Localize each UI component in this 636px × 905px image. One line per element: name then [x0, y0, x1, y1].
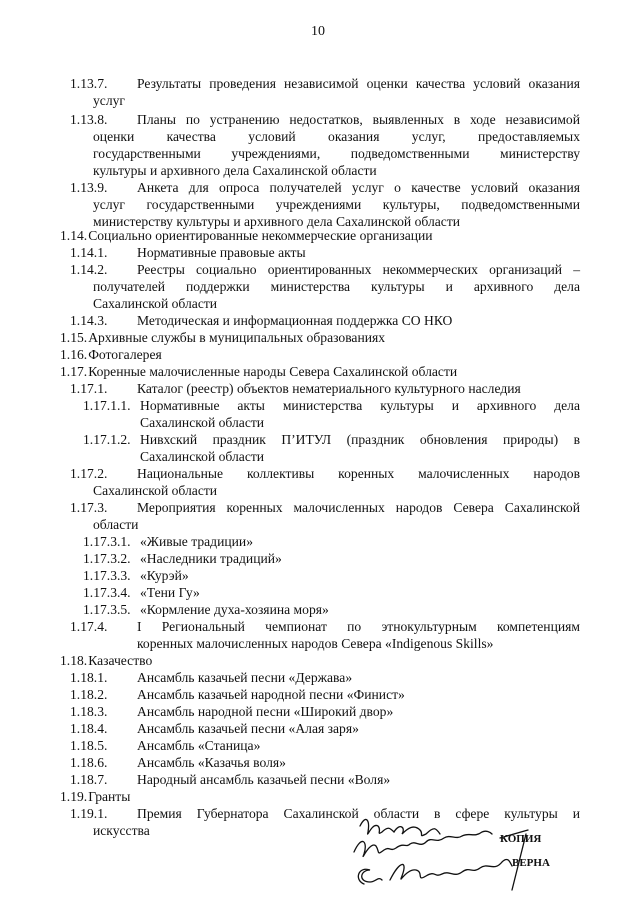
item-text-line: культуры и архивного дела Сахалинской области — [93, 163, 377, 178]
item-text-line: Нормативные акты министерства культуры и архивного дела — [140, 398, 580, 413]
item-text-line: I Региональный чемпионат по этнокультурным компетенциям — [137, 619, 580, 634]
item-text-line: Сахалинской области — [140, 415, 265, 430]
item-text-line: Планы по устранению недостатков, выявленных в ходе независимой — [137, 112, 580, 127]
item-number: 1.18.6. — [70, 755, 108, 770]
item-text-line: искусства — [93, 823, 150, 838]
item-number: 1.13.9. — [70, 180, 108, 195]
stamp-line-2: ВЕРНА — [512, 857, 550, 869]
item-text-line: Ансамбль казачьей народной песни «Финист» — [137, 687, 405, 702]
item-text-line: оценки качества условий оказания услуг, предоставляемых — [93, 129, 580, 144]
item-text-line: Гранты — [88, 789, 131, 804]
item-text-line: Каталог (реестр) объектов нематериального культурного наследия — [137, 381, 521, 396]
page-number: 10 — [311, 24, 325, 39]
item-number: 1.13.7. — [70, 76, 108, 91]
item-number: 1.17.3.4. — [83, 585, 131, 600]
item-number: 1.17.3. — [70, 500, 108, 515]
copy-certification-signature — [350, 808, 590, 900]
item-text-line: Архивные службы в муниципальных образованиях — [88, 330, 386, 345]
item-text-line: области — [93, 517, 139, 532]
item-number: 1.14.3. — [70, 313, 108, 328]
item-text-line: услуг — [93, 93, 125, 108]
item-text-line: Социально ориентированные некоммерческие организации — [88, 228, 433, 243]
item-text-line: Нивхский праздник П’ИТУЛ (праздник обновления природы) в — [140, 432, 580, 447]
item-number: 1.15. — [60, 330, 88, 345]
item-text-line: Коренные малочисленные народы Севера Сахалинской области — [88, 364, 458, 379]
item-text-line: «Курэй» — [140, 568, 189, 583]
item-text-line: «Тени Гу» — [140, 585, 200, 600]
item-text-line: Сахалинской области — [93, 296, 218, 311]
item-number: 1.14.2. — [70, 262, 108, 277]
item-number: 1.17.3.5. — [83, 602, 131, 617]
item-text-line: «Живые традиции» — [140, 534, 253, 549]
item-text-line: Ансамбль «Станица» — [137, 738, 261, 753]
item-text-line: государственными учреждениями, подведомственными министерству — [93, 146, 580, 161]
item-text-line: Фотогалерея — [88, 347, 162, 362]
item-text-line: «Кормление духа-хозяина моря» — [140, 602, 329, 617]
item-number: 1.17.1.1. — [83, 398, 131, 413]
item-number: 1.14. — [60, 228, 88, 243]
item-number: 1.19. — [60, 789, 88, 804]
item-text-line: Нормативные правовые акты — [137, 245, 306, 260]
item-text-line: Национальные коллективы коренных малочисленных народов — [137, 466, 580, 481]
item-number: 1.18.3. — [70, 704, 108, 719]
item-text-line: Ансамбль народной песни «Широкий двор» — [137, 704, 394, 719]
stamp-line-1: КОПИЯ — [500, 833, 542, 845]
item-number: 1.18.5. — [70, 738, 108, 753]
item-text-line: Результаты проведения независимой оценки качества условий оказания — [137, 76, 580, 91]
item-number: 1.17. — [60, 364, 88, 379]
item-text-line: Казачество — [88, 653, 153, 668]
item-number: 1.18.4. — [70, 721, 108, 736]
item-text-line: Анкета для опроса получателей услуг о качестве условий оказания — [137, 180, 580, 195]
item-number: 1.14.1. — [70, 245, 108, 260]
item-number: 1.16. — [60, 347, 88, 362]
item-number: 1.17.3.2. — [83, 551, 131, 566]
item-text-line: Реестры социально ориентированных некоммерческих организаций – — [137, 262, 580, 277]
item-number: 1.18.1. — [70, 670, 108, 685]
item-number: 1.17.3.3. — [83, 568, 131, 583]
item-number: 1.17.1. — [70, 381, 108, 396]
item-text-line: Ансамбль «Казачья воля» — [137, 755, 286, 770]
item-text-line: Мероприятия коренных малочисленных народов Севера Сахалинской — [137, 500, 580, 515]
item-number: 1.18. — [60, 653, 88, 668]
item-text-line: Сахалинской области — [140, 449, 265, 464]
item-text-line: Сахалинской области — [93, 483, 218, 498]
item-number: 1.19.1. — [70, 806, 108, 821]
item-number: 1.18.2. — [70, 687, 108, 702]
item-number: 1.17.1.2. — [83, 432, 131, 447]
item-number: 1.17.2. — [70, 466, 108, 481]
item-number: 1.17.3.1. — [83, 534, 131, 549]
item-number: 1.17.4. — [70, 619, 108, 634]
item-text-line: Премия Губернатора Сахалинской области в сфере культуры и — [137, 806, 580, 821]
item-text-line: Ансамбль казачьей песни «Держава» — [137, 670, 353, 685]
item-text-line: Народный ансамбль казачьей песни «Воля» — [137, 772, 391, 787]
item-text-line: Ансамбль казачьей песни «Алая заря» — [137, 721, 359, 736]
item-text-line: получателей поддержки министерства культуры и архивного дела — [93, 279, 580, 294]
item-text-line: Методическая и информационная поддержка СО НКО — [137, 313, 453, 328]
item-number: 1.18.7. — [70, 772, 108, 787]
item-text-line: министерству культуры и архивного дела Сахалинской области — [93, 214, 461, 229]
item-text-line: «Наследники традиций» — [140, 551, 282, 566]
item-number: 1.13.8. — [70, 112, 108, 127]
item-text-line: услуг государственными учреждениями культуры, подведомственными — [93, 197, 580, 212]
item-text-line: коренных малочисленных народов Севера «Indigenous Skills» — [137, 636, 494, 651]
